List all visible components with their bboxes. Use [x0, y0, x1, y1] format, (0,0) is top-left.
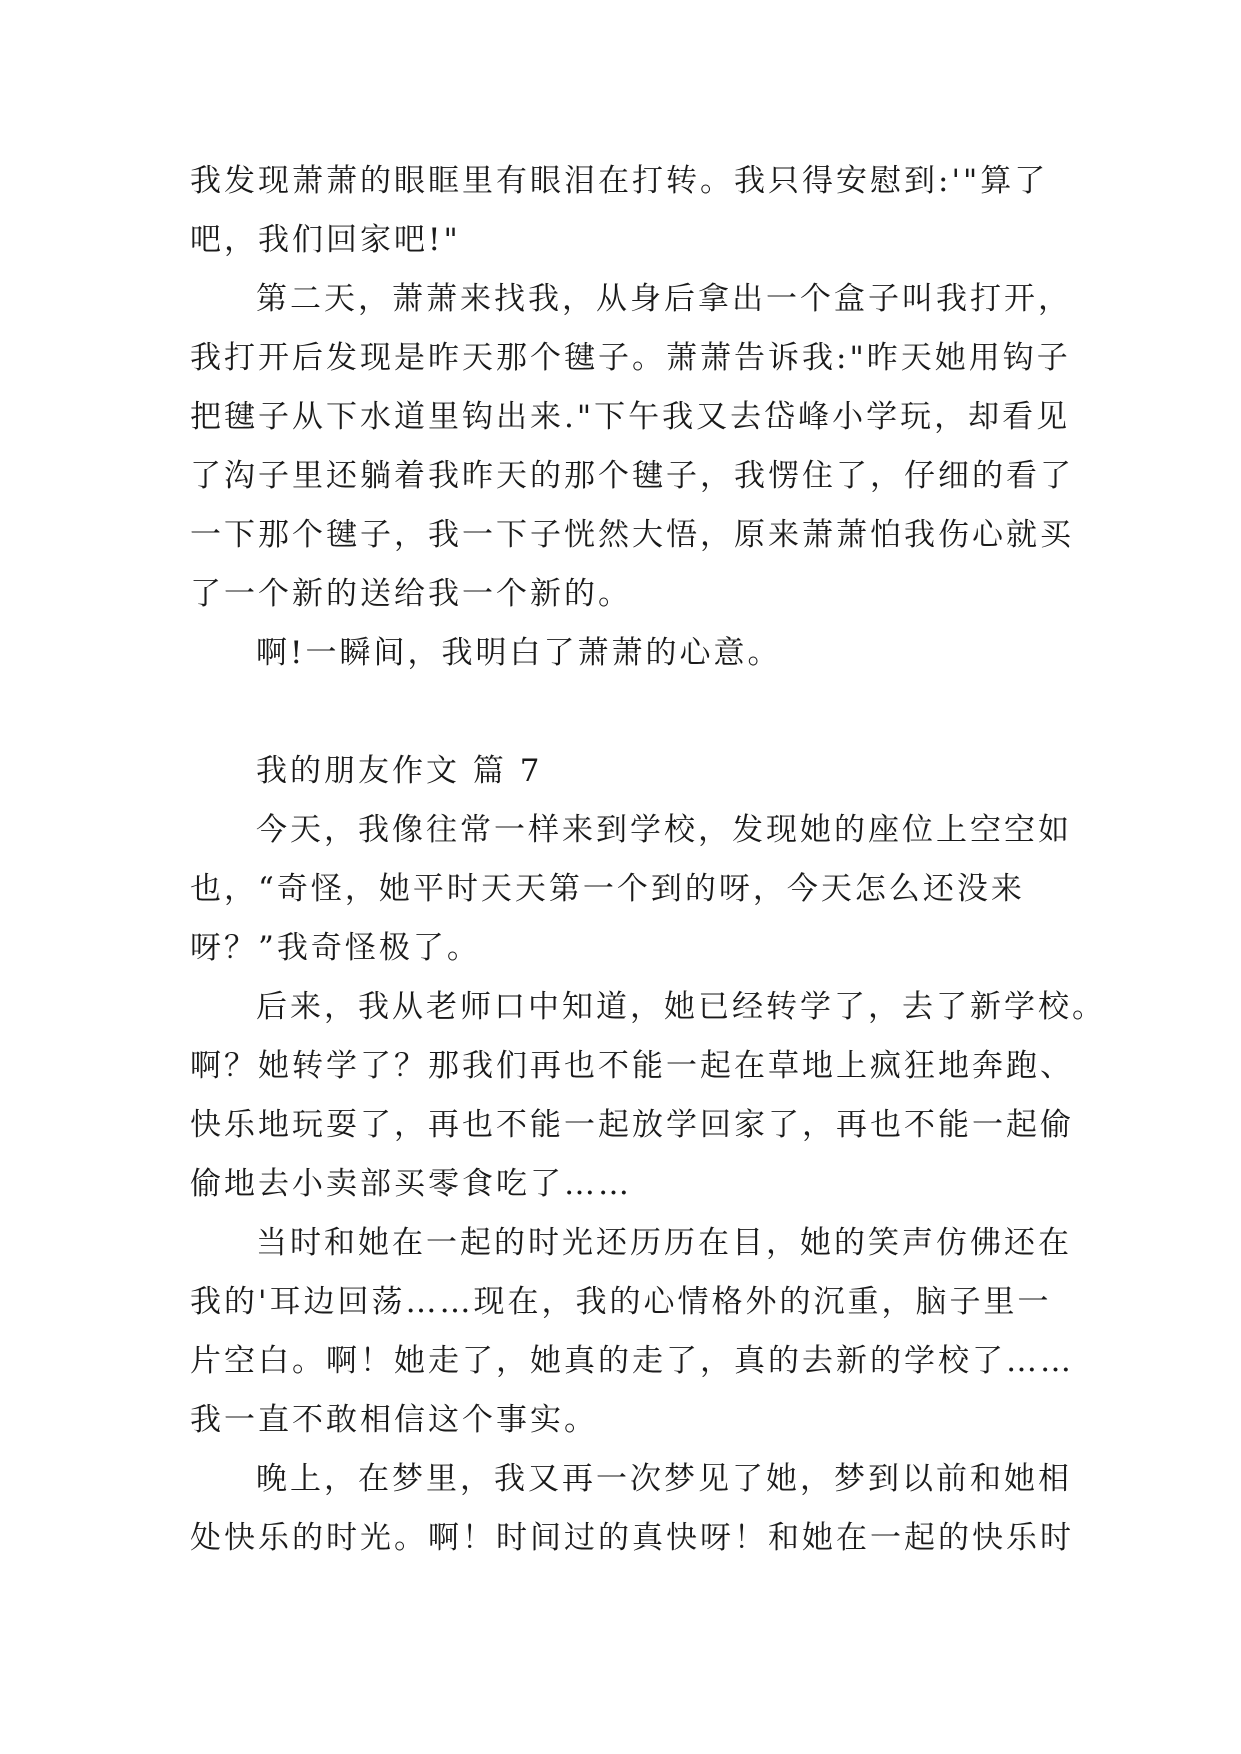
text-line: 我的'耳边回荡……现在，我的心情格外的沉重，脑子里一	[190, 1284, 1052, 1320]
text-line: 了沟子里还躺着我昨天的那个毽子，我愣住了，仔细的看了	[190, 458, 1074, 494]
blank-line	[190, 683, 1060, 742]
text-line: 呀？”我奇怪极了。	[190, 930, 481, 966]
text-line: 偷地去小卖部买零食吃了……	[190, 1166, 632, 1202]
text-line: 我打开后发现是昨天那个毽子。萧萧告诉我:"昨天她用钩子	[190, 340, 1071, 376]
text-line: 我发现萧萧的眼眶里有眼泪在打转。我只得安慰到:'"算了	[190, 163, 1049, 199]
paragraph-start-line: 晚上，在梦里，我又再一次梦见了她，梦到以前和她相	[256, 1461, 1072, 1497]
paragraph-start-line: 今天，我像往常一样来到学校，发现她的座位上空空如	[256, 812, 1072, 848]
text-line: 吧，我们回家吧!"	[190, 222, 461, 258]
text-line: 片空白。啊！她走了，她真的走了，真的去新的学校了……	[190, 1343, 1074, 1379]
document-body	[190, 152, 1106, 1568]
text-line: 也，“奇怪，她平时天天第一个到的呀，今天怎么还没来	[190, 871, 1025, 907]
section-heading: 我的朋友作文 篇 7	[256, 753, 543, 789]
text-line: 我一直不敢相信这个事实。	[190, 1402, 598, 1438]
text-line: 快乐地玩耍了，再也不能一起放学回家了，再也不能一起偷	[190, 1107, 1074, 1143]
paragraph-start-line: 啊!一瞬间，我明白了萧萧的心意。	[256, 635, 782, 671]
text-line: 处快乐的时光。啊！时间过的真快呀！和她在一起的快乐时	[190, 1520, 1074, 1556]
paragraph-start-line: 当时和她在一起的时光还历历在目，她的笑声仿佛还在	[256, 1225, 1072, 1261]
paragraph-start-line: 第二天，萧萧来找我，从身后拿出一个盒子叫我打开，	[256, 281, 1072, 317]
paragraph-start-line: 后来，我从老师口中知道，她已经转学了，去了新学校。	[256, 989, 1106, 1025]
text-line: 把毽子从下水道里钩出来."下午我又去岱峰小学玩，却看见	[190, 399, 1071, 435]
text-line: 啊？她转学了？那我们再也不能一起在草地上疯狂地奔跑、	[190, 1048, 1074, 1084]
text-line: 了一个新的送给我一个新的。	[190, 576, 632, 612]
text-line: 一下那个毽子，我一下子恍然大悟，原来萧萧怕我伤心就买	[190, 517, 1074, 553]
